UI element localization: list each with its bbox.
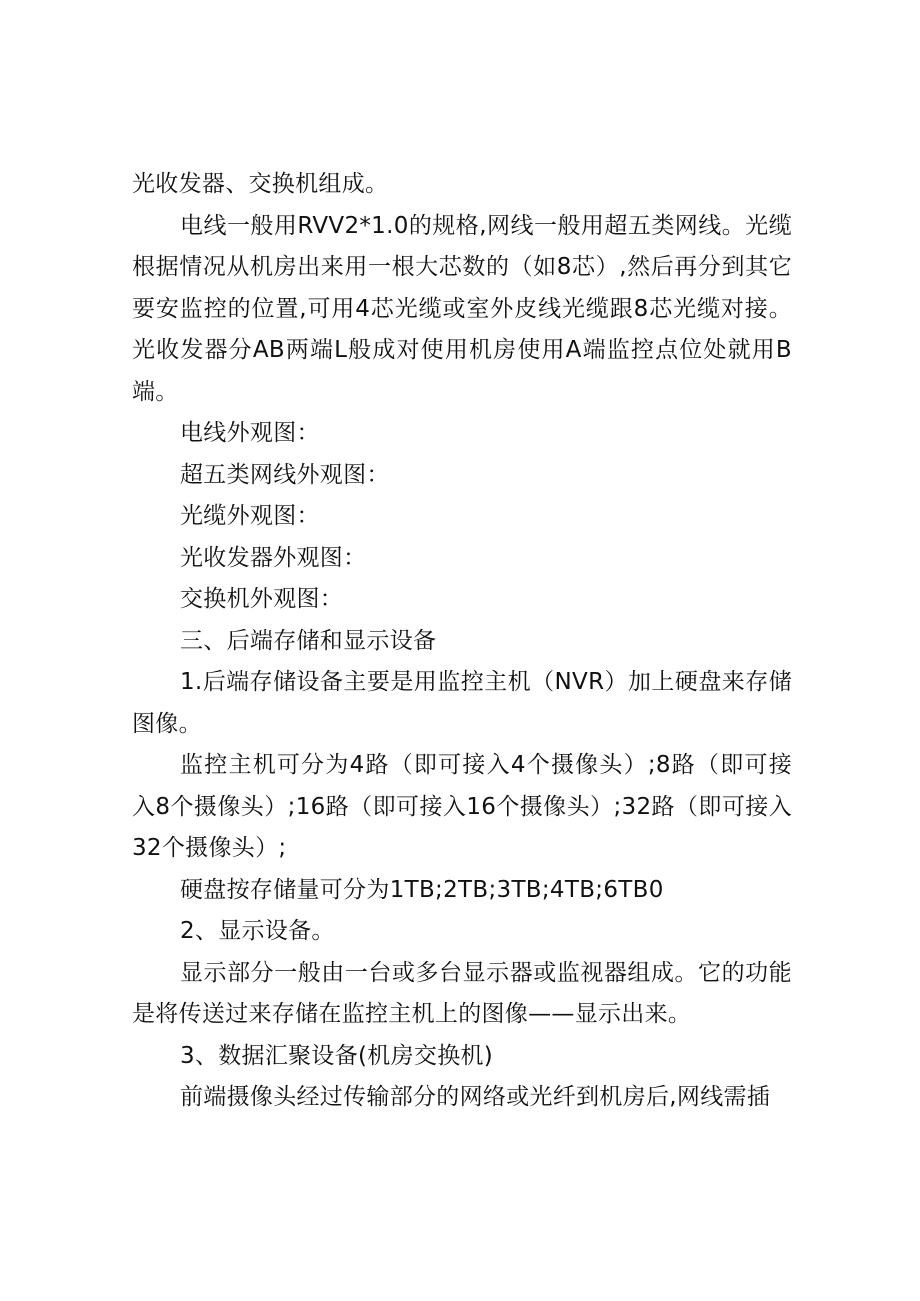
paragraph-aggregation: 前端摄像头经过传输部分的网络或光纤到机房后,网线需插: [180, 1084, 771, 1110]
subheading-aggregation-device: 3、数据汇聚设备(机房交换机): [180, 1042, 494, 1069]
paragraph-hdd-capacity: 硬盘按存储量可分为1TB;2TB;3TB;4TB;6TB0: [180, 876, 664, 903]
caption-fiber-cable: 光缆外观图：: [180, 503, 320, 529]
paragraph-continuation: 光收发器、交换机组成。: [132, 171, 389, 197]
section-heading-storage-display: 三、后端存储和显示设备: [180, 627, 437, 654]
document-body: [132, 164, 792, 1119]
paragraph-nvr-channels: 监控主机可分为4路（即可接入4个摄像头）;8路（即可接入8个摄像头）;16路（即可接入16个摄像头）;32路（即可接入32个摄像头）;: [132, 752, 792, 861]
caption-optical-transceiver: 光收发器外观图：: [180, 544, 367, 571]
paragraph-storage-device: 1.后端存储设备主要是用监控主机（NVR）加上硬盘来存储图像。: [132, 669, 792, 737]
caption-power-cable: 电线外观图：: [180, 420, 320, 446]
subheading-display-device: 2、显示设备。: [180, 918, 335, 944]
caption-switch: 交换机外观图：: [180, 586, 344, 612]
caption-cat5e-cable: 超五类网线外观图：: [180, 461, 390, 488]
paragraph-cables: 电线一般用RVV2*1.0的规格,网线一般用超五类网线。光缆根据情况从机房出来用一根大芯数的（如8芯）,然后再分到其它要安监控的位置,可用4芯光缆或室外皮线光缆跟8芯光缆对接。光收发器分AB两端L般成对使用机房使用A端监控点位处就用B端。: [132, 212, 792, 405]
paragraph-display: 显示部分一般由一台或多台显示器或监视器组成。它的功能是将传送过来存储在监控主机上的图像——显示出来。: [132, 959, 792, 1027]
